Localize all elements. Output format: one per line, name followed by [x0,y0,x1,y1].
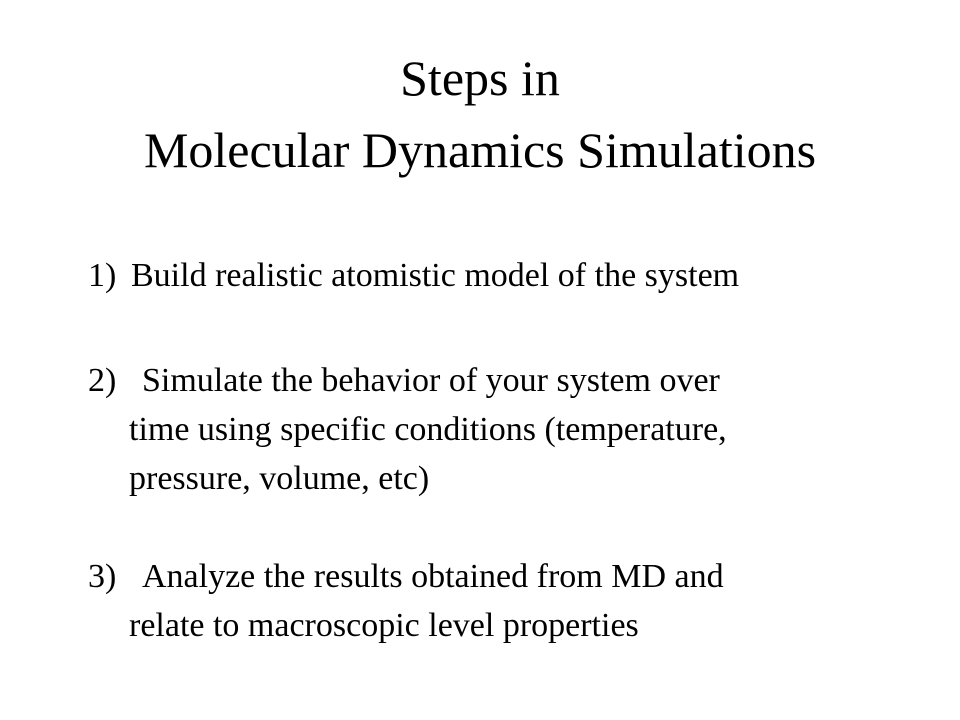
step-2-text-line-2: time using specific conditions (temperature, [129,411,727,448]
step-1-text-line-1: Build realistic atomistic model of the system [131,257,740,294]
step-2-text-line-3: pressure, volume, etc) [129,460,430,497]
step-1-number: 1) [88,257,117,294]
step-3-text-line-1: Analyze the results obtained from MD and [142,558,724,595]
step-3-text-line-2: relate to macroscopic level properties [129,607,639,644]
step-3-number: 3) [88,558,117,595]
step-2-number: 2) [88,362,117,399]
slide-title-line-1: Steps in [400,50,560,106]
slide-title-line-2: Molecular Dynamics Simulations [143,122,817,178]
step-2-text-line-1: Simulate the behavior of your system over [142,362,720,399]
